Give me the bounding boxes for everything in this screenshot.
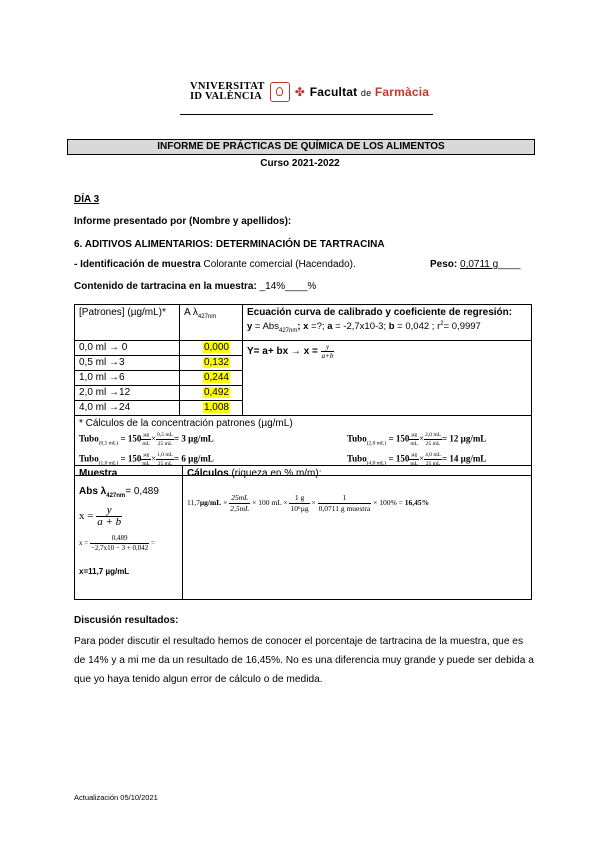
- standard-row: 0,5 ml →3: [75, 355, 179, 370]
- discussion-text: Para poder discutir el resultado hemos de conocer el porcentaje de tartracina de la muestra, que es de 14% y a mi me da un resultado de 16,45%. No es una diferencia muy grande y puede ser debida a que yo haya tenido algun error de cálculo o de medida.: [74, 636, 534, 685]
- sample-result: x=11,7 µg/mL: [79, 567, 130, 576]
- col-standards-header: [Patrones] (µg/mL)*: [75, 305, 180, 341]
- absorbance-value: 1,008: [203, 402, 229, 413]
- day-heading: DÍA 3: [74, 194, 100, 205]
- formula-fraction: $\frac{y}{a+b}$: [321, 343, 334, 360]
- faculty-name: Facultat de Farmàcia: [309, 85, 430, 99]
- section-title: 6. ADITIVOS ALIMENTARIOS: DETERMINACIÓN DE TARTRACINA: [74, 239, 385, 250]
- course-year: Curso 2021-2022: [260, 158, 340, 169]
- tube-calc: Tubo$_{(1,0 mL)}$ = 150 $\frac{\text{µg}}{mL}$ × $\frac{1,0 mL}{25 mL}$ = 6 µg/mL: [79, 452, 214, 467]
- cross-icon: ✤: [294, 85, 305, 99]
- discussion-title: Discusión resultados:: [74, 615, 179, 626]
- presented-by: Informe presentado por (Nombre y apellidos):: [74, 216, 292, 227]
- crest-icon: [270, 82, 290, 102]
- sample-cell: [75, 466, 183, 600]
- standard-row: 4,0 ml →24: [75, 400, 179, 415]
- richness-cell: [183, 466, 532, 600]
- notes-title: * Cálculos de la concentración patrones (µg/mL): [79, 418, 293, 429]
- sample-formula: x = $\frac{y}{a + b}$: [79, 504, 122, 528]
- formula-line: Y= a+ bx → x =: [247, 346, 318, 358]
- university-name: VNIVERSITAT ID VALÈNCIA: [190, 81, 265, 102]
- standard-row: 2,0 ml →12: [75, 385, 179, 400]
- standard-row: 1,0 ml →6: [75, 370, 179, 385]
- absorbance-value: 0,244: [203, 372, 229, 383]
- standard-row: 0,0 ml → 0: [79, 342, 128, 353]
- col-equation-header: Ecuación curva de calibrado y coeficiente de regresión: y = Abs$_{427nm}$; x =?; a = -2,7x10-3; b = 0,042 ; $r^2= 0,9997$: [243, 305, 532, 341]
- absorbance-value: 0,132: [203, 357, 229, 368]
- absorbance-list: [180, 341, 243, 416]
- sample-substitution: x = $\frac{0,489}{-2,7x10 - 3 + 0,042}$ =: [79, 534, 155, 552]
- col-absorbance-header: A $\lambda_{427nm}$: [180, 305, 243, 341]
- report-title: INFORME DE PRÁCTICAS DE QUÍMICA DE LOS ALIMENTOS: [67, 139, 535, 155]
- absorbance-value: 0,000: [203, 342, 229, 353]
- richness-title: Cálculos (riqueza en % m/m):: [187, 468, 322, 479]
- absorbance-value: 0,492: [203, 387, 229, 398]
- header-divider: [180, 114, 433, 115]
- richness-calculation: 11,7µg/mL × $\frac{25mL}{2,5mL}$ × 100 mL × $\frac{1 g}{\text{10⁶µg}}$ × $\frac{1}{\text{0,0711 g muestra}}$ × 100% = 16,45%: [187, 493, 430, 513]
- tube-calc: Tubo$_{(0,5 mL)}$ = 150 $\frac{\text{µg}}{mL}$ × $\frac{0,5 mL}{25 mL}$ = 3 µg/mL: [79, 432, 214, 447]
- tartrazine-content: Contenido de tartracina en la muestra: _14%____%: [74, 281, 317, 292]
- sample-identification: - Identificación de muestra Colorante comercial (Hacendado).: [74, 259, 356, 270]
- formula-cell: [243, 341, 532, 416]
- sample-title: Muestra: [79, 468, 118, 479]
- tube-calc: Tubo$_{(2,0 mL)}$ = 150 $\frac{\text{µg}}{mL}$ × $\frac{2,0 mL}{25 mL}$ = 12 µg/mL: [347, 432, 487, 447]
- equation-params: y = Abs$_{427nm}$; x =?; a = -2,7x10-3; b = 0,042 ; $r^2= 0,9997$: [247, 321, 481, 335]
- sample-absorbance: Abs $\lambda_{427nm}= 0,489$: [79, 486, 159, 499]
- weight: Peso: 0,0711 g____: [430, 259, 521, 270]
- tube-calc: Tubo$_{(4,0 mL)}$ = 150 $\frac{\text{µg}}{mL}$ × $\frac{4,0 mL}{25 mL}$ = 14 µg/mL: [347, 452, 487, 467]
- standards-list: [75, 341, 180, 416]
- university-logo: [190, 78, 440, 106]
- sample-table: [74, 465, 532, 600]
- footer-updated: Actualización 05/10/2021: [74, 793, 158, 802]
- calibration-table: [74, 304, 532, 476]
